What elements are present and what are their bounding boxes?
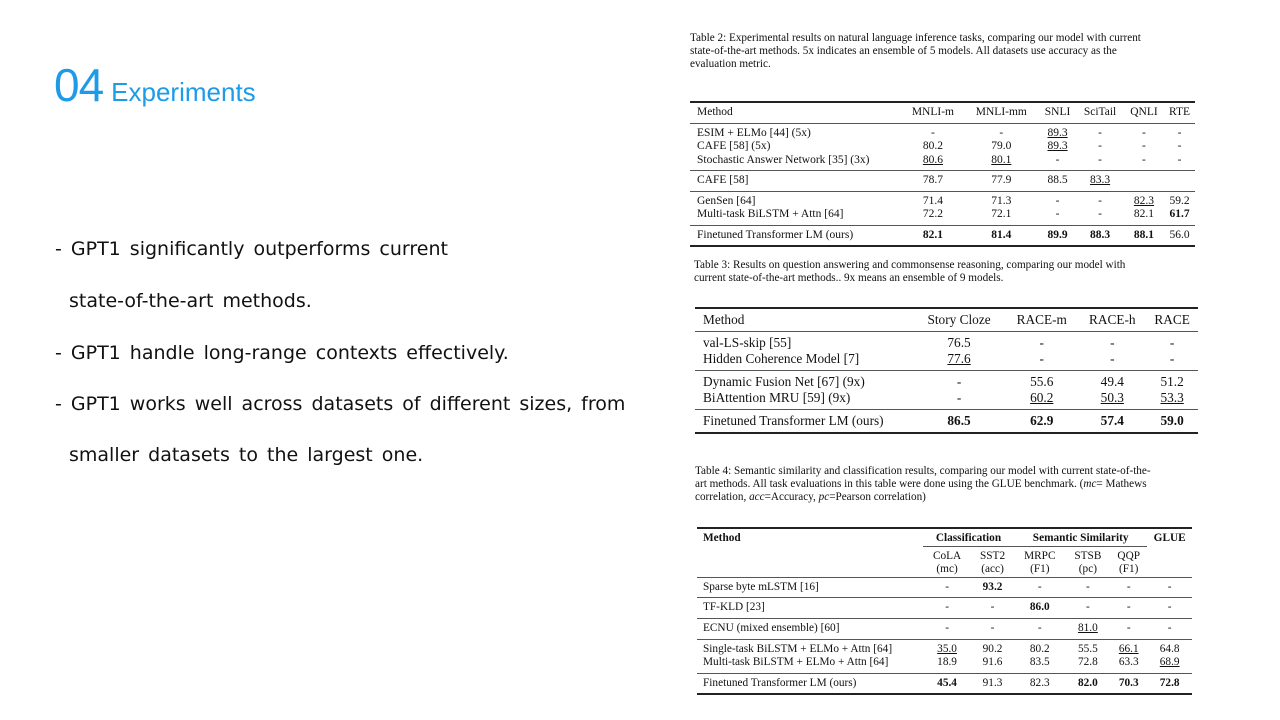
caption-acc: acc <box>749 491 765 503</box>
table2-header: MNLI-mm <box>975 106 1027 118</box>
table3-cell: 60.2 <box>1030 390 1054 405</box>
subheader-name: QQP <box>1117 549 1141 562</box>
table4-cell: - <box>1126 580 1131 593</box>
caption-text: = Mathews <box>1096 478 1147 490</box>
table2-cell: - <box>1098 194 1102 207</box>
caption-pc: pc <box>818 491 830 503</box>
table-row <box>697 639 1192 656</box>
table4-header: GLUE <box>1153 532 1186 545</box>
table2-cell: 78.7 <box>922 174 943 186</box>
table4-cell: 91.3 <box>982 676 1003 689</box>
table4-subheader <box>923 546 971 577</box>
table-row <box>697 598 1192 619</box>
table4-cell: Multi-task BiLSTM + ELMo + Attn [64] <box>703 656 889 669</box>
table2-cell: 71.4 <box>922 194 943 207</box>
table2-cell: 88.5 <box>1047 174 1068 186</box>
table2-cell <box>1124 171 1164 192</box>
subheader-metric: (mc) <box>936 563 958 576</box>
table4-cell: 68.9 <box>1159 656 1180 669</box>
subheader-name: STSB <box>1074 549 1102 562</box>
table3-cell: Finetuned Transformer LM (ours) <box>703 413 884 428</box>
table4-cell: 70.3 <box>1118 676 1139 689</box>
table-row <box>695 410 1198 434</box>
table2-header: Method <box>697 106 733 118</box>
table4-cell: - <box>945 580 949 593</box>
table4-subheader <box>1066 546 1110 577</box>
caption-text: art methods. All task evaluations in this table were done using the GLUE benchmark. ( <box>695 478 1084 490</box>
table3-cell: - <box>1110 335 1115 350</box>
table4-cell: - <box>1037 621 1042 634</box>
table2-cell: - <box>999 126 1004 139</box>
table4-cell: - <box>1085 601 1090 614</box>
table3-cell: - <box>956 390 962 405</box>
bullet-1-line-2: state-of-the-art methods. <box>69 290 312 312</box>
table2-cell: 80.2 <box>922 140 943 152</box>
table2-cell: 80.1 <box>991 153 1012 166</box>
table4-cell: 18.9 <box>937 656 957 669</box>
table-row <box>697 673 1192 694</box>
caption-text: =Pearson correlation) <box>829 491 926 503</box>
table-row <box>690 191 1195 208</box>
table4-cell: 72.8 <box>1077 656 1098 669</box>
table2-cell: 59.2 <box>1169 194 1190 207</box>
table4-header: Semantic Similarity <box>1014 528 1147 546</box>
table2-cell: 83.3 <box>1089 174 1111 186</box>
table4-cell: 66.1 <box>1118 642 1139 655</box>
table3-cell: 86.5 <box>947 413 971 428</box>
table4-cell: - <box>945 621 949 634</box>
table4-spacer <box>1147 546 1192 577</box>
table2-cell: ESIM + ELMo [44] (5x) <box>697 126 811 139</box>
table-row <box>690 140 1195 154</box>
caption-mc: mc <box>1083 478 1097 490</box>
table3-cell: - <box>956 374 962 389</box>
bullet-3-line-2: smaller datasets to the largest one. <box>69 444 424 466</box>
table4-cell: Single-task BiLSTM + ELMo + Attn [64] <box>703 642 893 655</box>
table-row <box>697 577 1192 598</box>
table4-cell: 35.0 <box>937 642 957 655</box>
table3-cell: 59.0 <box>1160 413 1184 428</box>
table4-cell: - <box>945 601 949 614</box>
table2-cell: - <box>1098 153 1102 166</box>
table-row <box>697 618 1192 639</box>
table2-cell: - <box>1098 126 1102 139</box>
table2-cell: - <box>1055 194 1060 207</box>
table3-cell: - <box>1039 335 1044 350</box>
table3-cell: 77.6 <box>947 351 971 366</box>
table4-cell: 45.4 <box>937 676 957 689</box>
table4-header: Method <box>703 532 741 545</box>
table4-caption <box>695 465 1151 504</box>
section-number: 04 <box>54 59 104 111</box>
table4-cell: - <box>1126 601 1131 614</box>
table4-cell: - <box>990 621 995 634</box>
table2-cell: 88.1 <box>1133 228 1155 241</box>
table3-header: RACE-h <box>1089 312 1136 327</box>
table2-cell: Multi-task BiLSTM + Attn [64] <box>697 208 844 220</box>
table4-subheader <box>1014 546 1066 577</box>
table2-cell: 72.1 <box>991 208 1012 220</box>
table2-caption-line: Table 2: Experimental results on natural language inference tasks, comparing our model with current <box>690 32 1141 44</box>
table2-cell: 82.3 <box>1133 194 1155 207</box>
table4-cell: 64.8 <box>1159 642 1180 655</box>
table4-caption-line <box>695 491 1151 504</box>
table3-caption-line: Table 3: Results on question answering and commonsense reasoning, comparing our model with <box>694 259 1126 271</box>
table2-cell: CAFE [58] (5x) <box>697 140 771 152</box>
table3-cell: - <box>1169 335 1175 350</box>
table2-cell: 82.1 <box>922 228 943 241</box>
table3-cell: Hidden Coherence Model [7] <box>703 351 860 366</box>
table2-cell: 77.9 <box>991 174 1012 186</box>
table2-header: RTE <box>1169 106 1191 118</box>
table4-cell: 93.2 <box>982 580 1003 593</box>
table2-cell: 89.9 <box>1047 228 1068 241</box>
table4-cell: 55.5 <box>1077 642 1098 655</box>
table2-cell: - <box>1177 126 1182 139</box>
table2-cell: 71.3 <box>991 194 1012 207</box>
table-row <box>695 332 1198 352</box>
bullet-1-line-1: - GPT1 significantly outperforms current <box>55 238 448 260</box>
table-row <box>690 123 1195 140</box>
table2-cell: 89.3 <box>1047 126 1068 139</box>
table2-cell: Stochastic Answer Network [35] (3x) <box>697 153 870 166</box>
table2-cell: 61.7 <box>1169 208 1190 220</box>
table-row <box>690 225 1195 246</box>
table2-cell: 81.4 <box>991 228 1012 241</box>
table4-header: Classification <box>923 528 1014 546</box>
table2-cell: - <box>1142 153 1146 166</box>
table2 <box>690 101 1195 247</box>
subheader-metric: (pc) <box>1078 563 1097 576</box>
table3-caption <box>694 259 1125 285</box>
table3 <box>695 307 1198 434</box>
table2-cell: - <box>1177 140 1182 152</box>
subheader-name: CoLA <box>932 549 962 562</box>
table-row <box>695 371 1198 391</box>
table2-header: SNLI <box>1044 106 1071 118</box>
section-title: Experiments <box>111 77 256 107</box>
table4-cell: ECNU (mixed ensemble) [60] <box>703 621 840 634</box>
table4-cell: - <box>1126 621 1131 634</box>
table2-caption-line: state-of-the-art methods. 5x indicates an ensemble of 5 models. All datasets use accuracy as the <box>690 45 1117 57</box>
table4-cell: 72.8 <box>1159 676 1180 689</box>
table3-cell: - <box>1039 351 1044 366</box>
table4-cell: 91.6 <box>982 656 1003 669</box>
table2-cell <box>1164 171 1195 192</box>
table3-cell: 57.4 <box>1100 413 1124 428</box>
table3-cell: - <box>1169 351 1175 366</box>
table4-cell: - <box>990 601 995 614</box>
caption-text: correlation, <box>695 491 750 503</box>
table2-cell: - <box>1055 208 1060 220</box>
table3-header: RACE <box>1154 312 1190 327</box>
table4-cell: 80.2 <box>1029 642 1050 655</box>
table3-cell: - <box>1110 351 1115 366</box>
table3-cell: 51.2 <box>1160 374 1184 389</box>
table4-subheader <box>1110 546 1147 577</box>
table3-cell: val-LS-skip [55] <box>703 335 792 350</box>
table2-caption <box>690 32 1141 71</box>
subheader-metric: (acc) <box>981 563 1004 576</box>
table2-cell: 89.3 <box>1047 140 1068 152</box>
table3-cell: 53.3 <box>1160 390 1184 405</box>
table4-cell: 90.2 <box>982 642 1003 655</box>
table3-header: Method <box>703 312 745 327</box>
table4-cell: Sparse byte mLSTM [16] <box>703 580 819 593</box>
table3-cell: 49.4 <box>1100 374 1124 389</box>
table4-cell: - <box>1167 580 1172 593</box>
table3-caption-line: current state-of-the-art methods.. 9x means an ensemble of 9 models. <box>694 272 1004 284</box>
table3-header: Story Cloze <box>927 312 991 327</box>
table4-cell: - <box>1167 621 1172 634</box>
table4-cell: TF-KLD [23] <box>703 601 765 614</box>
table-row <box>697 656 1192 673</box>
table3-cell: 76.5 <box>947 335 971 350</box>
table2-header: SciTail <box>1083 106 1117 118</box>
table4 <box>697 527 1192 695</box>
table2-caption-line: evaluation metric. <box>690 58 771 70</box>
table3-cell: 50.3 <box>1100 390 1124 405</box>
subheader-metric: (F1) <box>1030 563 1050 576</box>
table-row <box>695 390 1198 410</box>
table-row <box>690 208 1195 225</box>
table4-cell: 81.0 <box>1077 621 1098 634</box>
table2-header: MNLI-m <box>911 106 954 118</box>
table2-cell: CAFE [58] <box>697 174 749 186</box>
table4-cell: 63.3 <box>1118 656 1139 669</box>
table2-header: QNLI <box>1130 106 1158 118</box>
subheader-name: SST2 <box>979 549 1006 562</box>
table2-cell: - <box>1142 126 1146 139</box>
slide-title <box>54 58 256 112</box>
table3-header: RACE-m <box>1016 312 1067 327</box>
table4-cell: 82.3 <box>1029 676 1050 689</box>
table4-cell: Finetuned Transformer LM (ours) <box>703 676 857 689</box>
table2-cell: - <box>1098 208 1102 220</box>
table4-cell: - <box>1167 601 1172 614</box>
table2-cell: - <box>1177 153 1182 166</box>
table4-cell: - <box>1085 580 1090 593</box>
subheader-name: MRPC <box>1024 549 1056 562</box>
table4-caption-line <box>695 478 1151 491</box>
table4-cell: 82.0 <box>1077 676 1098 689</box>
table4-caption-line: Table 4: Semantic similarity and classification results, comparing our model with current state-of-the- <box>695 465 1151 477</box>
table-row <box>690 171 1195 192</box>
table-row <box>695 351 1198 371</box>
table2-cell: - <box>931 126 935 139</box>
table2-cell: 56.0 <box>1169 228 1190 241</box>
table2-cell: - <box>1142 140 1146 152</box>
table2-cell: - <box>1098 140 1102 152</box>
table2-cell: 80.6 <box>922 153 943 166</box>
table2-cell: 88.3 <box>1089 228 1111 241</box>
table3-cell: 62.9 <box>1030 413 1054 428</box>
table3-cell: 55.6 <box>1030 374 1054 389</box>
table3-cell: Dynamic Fusion Net [67] (9x) <box>703 374 865 389</box>
bullet-3-line-1: - GPT1 works well across datasets of different sizes, from <box>55 393 626 415</box>
subheader-metric: (F1) <box>1118 563 1139 576</box>
table4-cell: - <box>1037 580 1042 593</box>
table2-cell: 82.1 <box>1133 208 1155 220</box>
table4-spacer <box>697 546 923 577</box>
table-row <box>690 154 1195 171</box>
table3-cell: BiAttention MRU [59] (9x) <box>703 390 851 405</box>
table2-cell: GenSen [64] <box>697 194 756 207</box>
table2-cell: Finetuned Transformer LM (ours) <box>697 228 854 241</box>
table2-cell: - <box>1055 153 1060 166</box>
table2-cell: 79.0 <box>991 140 1012 152</box>
caption-text: =Accuracy, <box>764 491 819 503</box>
table4-cell: 83.5 <box>1029 656 1050 669</box>
bullet-2-line-1: - GPT1 handle long-range contexts effectively. <box>55 342 509 364</box>
table4-subheader <box>971 546 1014 577</box>
table2-cell: 72.2 <box>922 208 943 220</box>
table4-cell: 86.0 <box>1029 601 1050 614</box>
